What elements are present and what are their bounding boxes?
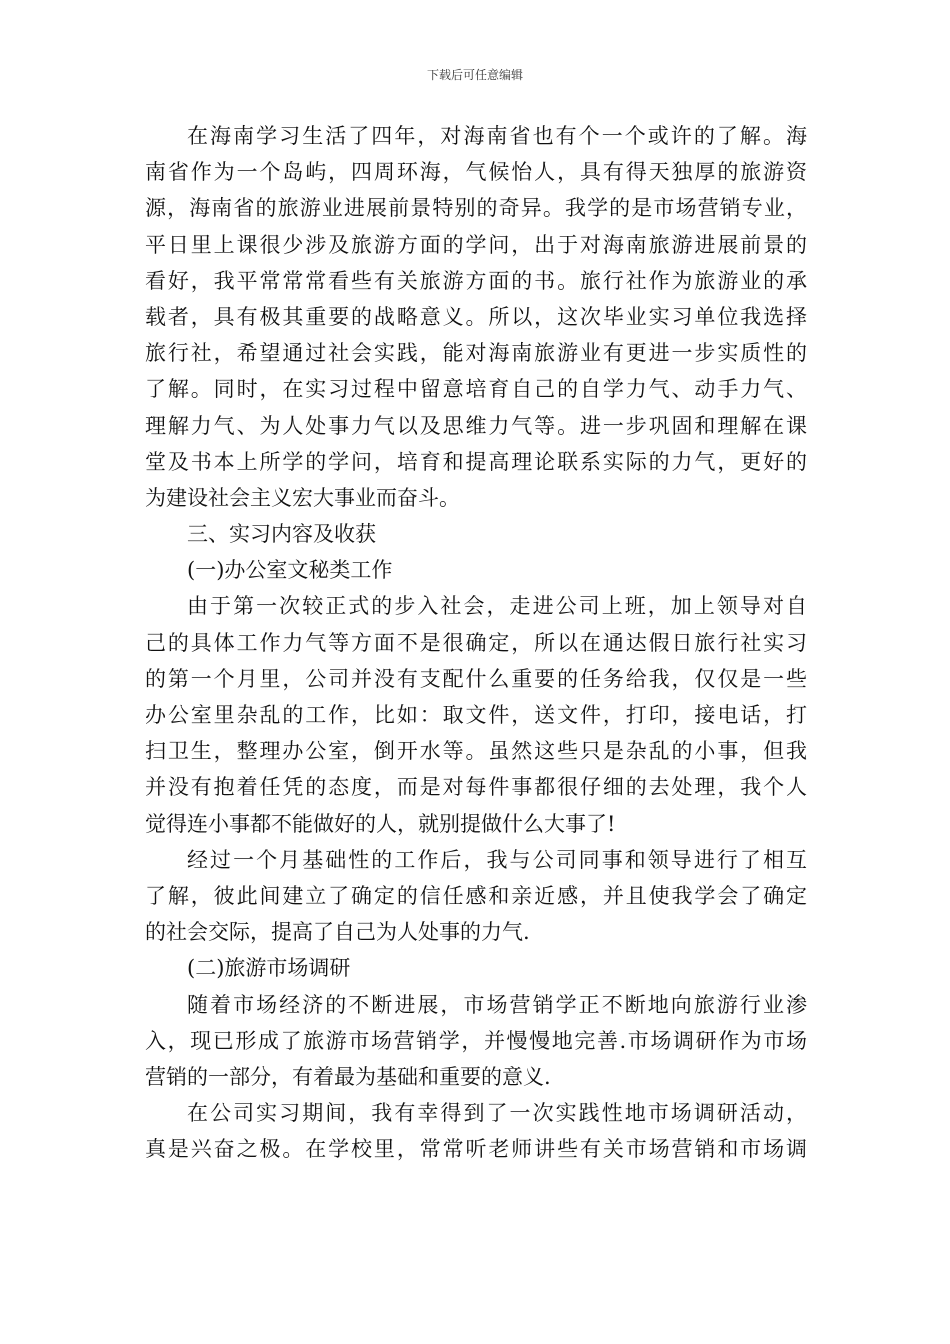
document-body (145, 118, 807, 1167)
text-line: 的社会交际，提高了自己为人处事的力气. (145, 920, 530, 945)
text-line: 平日里上课很少涉及旅游方面的学问，出于对海南旅游进展前景的 (145, 232, 807, 257)
text-line: 随着市场经济的不断进展，市场营销学正不断地向旅游行业渗 (187, 992, 807, 1017)
text-line: 在公司实习期间，我有幸得到了一次实践性地市场调研活动， (187, 1101, 807, 1126)
subsection-heading: (二)旅游市场调研 (187, 956, 351, 981)
text-line: 堂及书本上所学的学问，培育和提高理论联系实际的力气，更好的 (145, 449, 807, 474)
text-line: 经过一个月基础性的工作后，我与公司同事和领导进行了相互 (187, 847, 807, 872)
subsection-heading: (一)办公室文秘类工作 (187, 558, 393, 583)
text-line: 了解。同时，在实习过程中留意培育自己的自学力气、动手力气、 (145, 377, 807, 402)
text-line: 的第一个月里，公司并没有支配什么重要的任务给我，仅仅是一些 (145, 666, 807, 691)
text-line: 南省作为一个岛屿，四周环海，气候怡人，具有得天独厚的旅游资 (145, 160, 807, 185)
text-line: 看好，我平常常常看些有关旅游方面的书。旅行社作为旅游业的承 (145, 268, 807, 293)
text-line: 旅行社，希望通过社会实践，能对海南旅游业有更进一步实质性的 (145, 341, 807, 366)
text-line: 在海南学习生活了四年，对海南省也有个一个或许的了解。海 (187, 124, 807, 148)
text-line: 源，海南省的旅游业进展前景特别的奇异。我学的是市场营销专业， (145, 196, 807, 221)
page-header: 下载后可任意编辑 (426, 68, 523, 82)
text-line: 办公室里杂乱的工作，比如：取文件，送文件，打印，接电话，打 (145, 703, 807, 727)
text-line: 并没有抱着任凭的态度，而是对每件事都很仔细的去处理，我个人 (145, 775, 807, 800)
text-line: 营销的一部分，有着最为基础和重要的意义. (145, 1064, 551, 1089)
text-line: 觉得连小事都不能做好的人，就别提做什么大事了! (145, 811, 616, 836)
text-line: 己的具体工作力气等方面不是很确定，所以在通达假日旅行社实习 (145, 630, 807, 655)
text-line: 为建设社会主义宏大事业而奋斗。 (145, 485, 460, 510)
text-line: 了解，彼此间建立了确定的信任感和亲近感，并且使我学会了确定 (145, 883, 807, 908)
text-line: 理解力气、为人处事力气以及思维力气等。进一步巩固和理解在课 (145, 413, 807, 438)
text-line: 载者，具有极其重要的战略意义。所以，这次毕业实习单位我选择 (145, 304, 807, 329)
text-line: 由于第一次较正式的步入社会，走进公司上班，加上领导对自 (187, 594, 807, 619)
section-heading: 三、实习内容及收获 (187, 522, 376, 547)
text-line: 扫卫生，整理办公室，倒开水等。虽然这些只是杂乱的小事，但我 (145, 739, 807, 764)
text-line: 真是兴奋之极。在学校里，常常听老师讲些有关市场营销和市场调 (145, 1137, 807, 1162)
text-line: 入，现已形成了旅游市场营销学，并慢慢地完善.市场调研作为市场 (145, 1028, 807, 1053)
